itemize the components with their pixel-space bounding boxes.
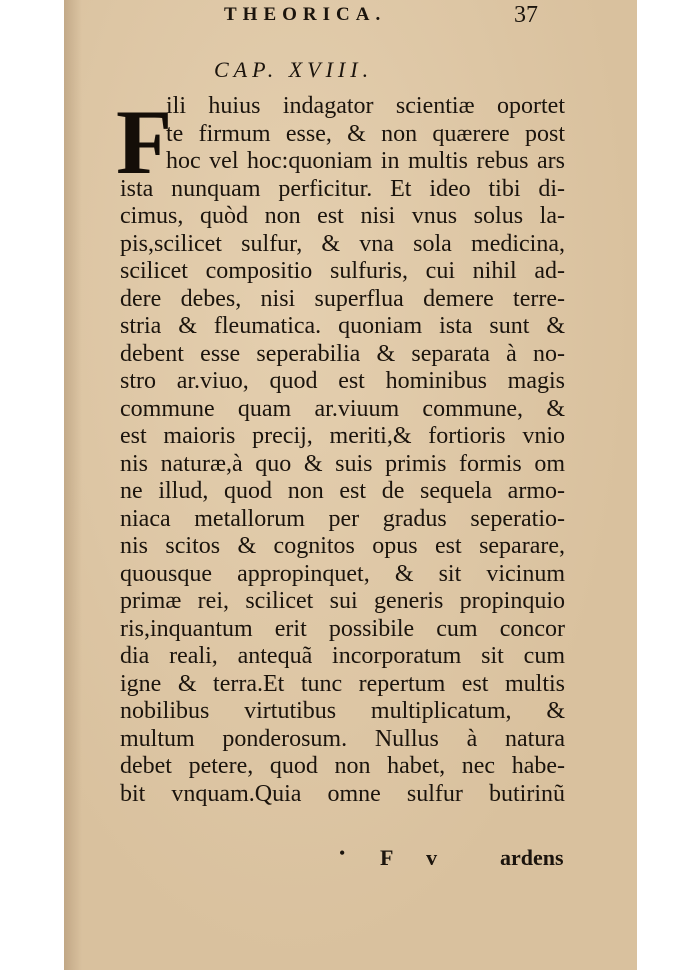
- text-line: primæ rei, scilicet sui generis propinquio: [120, 588, 565, 614]
- text-line: bit vnquam.Quia omne sulfur butirinũ: [120, 780, 565, 807]
- text-line: ili huius indagator scientiæ oportet: [166, 93, 565, 119]
- signature-mark: F v: [380, 845, 452, 870]
- body-text: [120, 93, 565, 808]
- text-line: te firmum esse, & non quærere post: [166, 120, 565, 147]
- text-line: hoc vel hoc:quoniam in multis rebus ars: [166, 148, 565, 174]
- text-line: scilicet compositio sulfuris, cui nihil ad-: [120, 258, 565, 284]
- text-line: dere debes, nisi superflua demere terre-: [120, 285, 565, 312]
- page-number: 37: [514, 2, 538, 28]
- book-page: [64, 0, 637, 970]
- running-head: THEORICA.: [224, 4, 387, 25]
- chapter-heading: CAP. XVIII.: [214, 57, 374, 82]
- text-line: stria & fleumatica. quoniam ista sunt &: [120, 313, 565, 339]
- catchword: ardens: [500, 845, 564, 870]
- text-line: commune quam ar.viuum commune, &: [120, 395, 565, 422]
- text-line: niaca metallorum per gradus seperatio-: [120, 505, 565, 532]
- text-line: dia reali, antequã incorporatum sit cum: [120, 643, 565, 669]
- text-line: nis scitos & cognitos opus est separare,: [120, 533, 565, 559]
- text-line: est maioris precij, meriti,& fortioris vnio: [120, 423, 565, 449]
- text-line: ris,inquantum erit possibile cum concor: [120, 615, 565, 642]
- text-line: igne & terra.Et tunc repertum est multis: [120, 670, 565, 697]
- text-line: pis,scilicet sulfur, & vna sola medicina,: [120, 230, 565, 257]
- catchline: [64, 845, 637, 873]
- text-line: ne illud, quod non est de sequela armo-: [120, 478, 565, 504]
- text-line: debent esse seperabilia & separata à no-: [120, 340, 565, 367]
- text-line: nis naturæ,à quo & suis primis formis om: [120, 450, 565, 477]
- text-line: quousque appropinquet, & sit vicinum: [120, 560, 565, 587]
- text-line: cimus, quòd non est nisi vnus solus la-: [120, 203, 565, 229]
- text-line: debet petere, quod non habet, nec habe-: [120, 753, 565, 779]
- text-line: multum ponderosum. Nullus à natura: [120, 725, 565, 752]
- text-line: ista nunquam perficitur. Et ideo tibi di-: [120, 175, 565, 202]
- ink-dot-mark: •: [339, 843, 346, 863]
- text-line: stro ar.viuo, quod est hominibus magis: [120, 368, 565, 394]
- text-line: nobilibus virtutibus multiplicatum, &: [120, 698, 565, 724]
- gutter-shadow: [64, 0, 82, 970]
- drop-cap: F: [116, 91, 173, 193]
